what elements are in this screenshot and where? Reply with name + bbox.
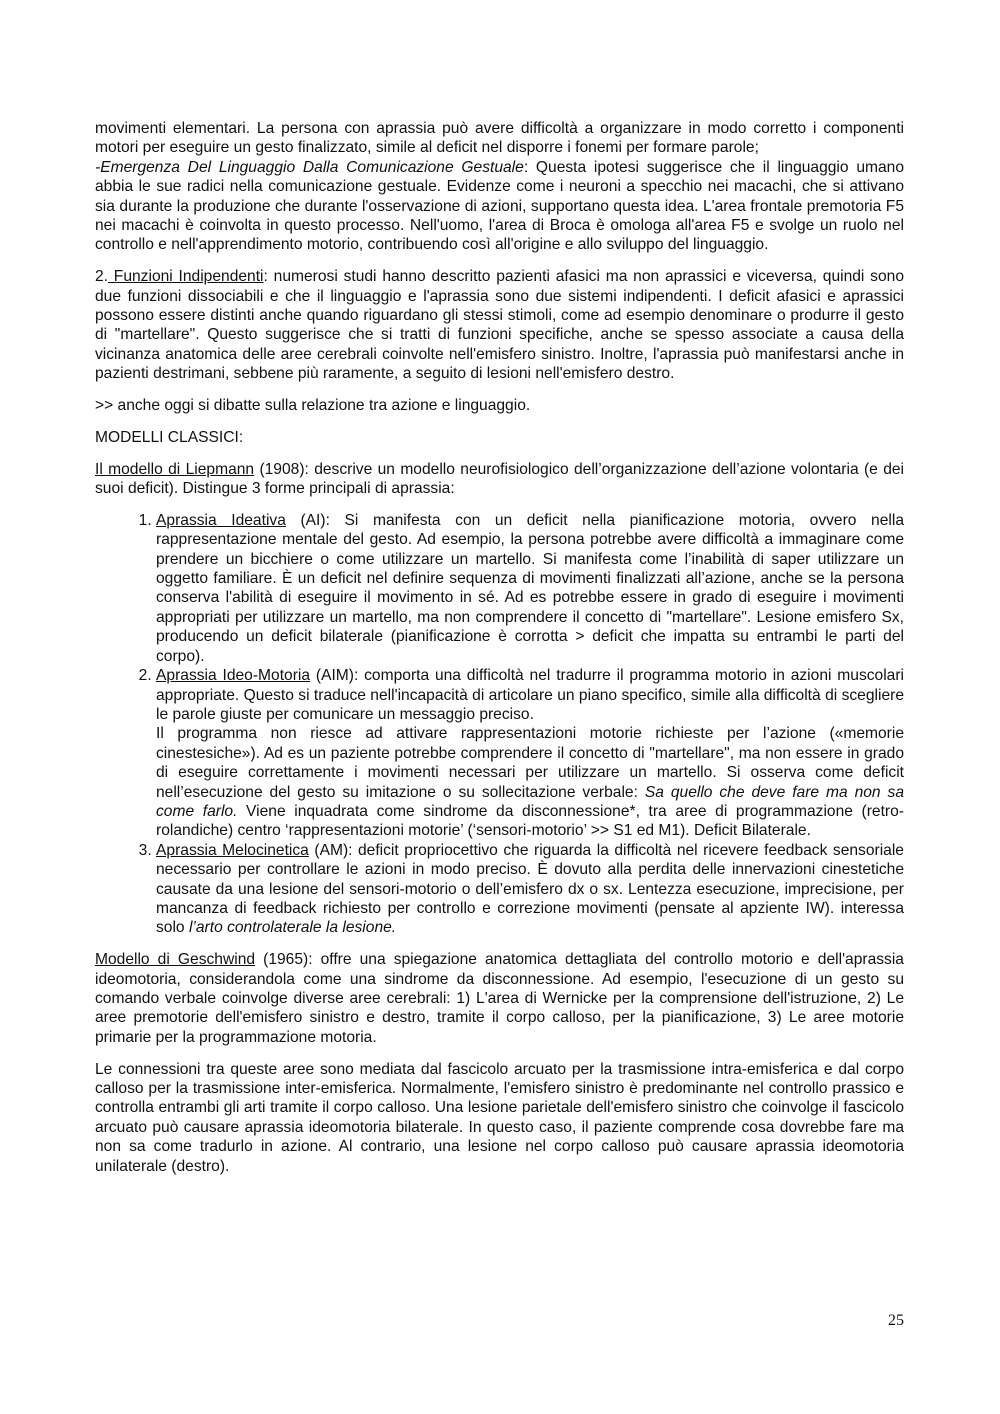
list-item-melocinetica [156, 841, 904, 938]
geschwind-paragraph [95, 950, 904, 1047]
intro-text-a: movimenti elementari. La persona con aprassia può avere difficoltà a organizzare in modo corretto i componenti motori per eseguire un gesto finalizzato, simile al deficit nel disporre i fonemi per formare parole; [95, 120, 904, 157]
connections-paragraph: Le connessioni tra queste aree sono mediata dal fascicolo arcuato per la trasmissione intra-emisferica e dal corpo calloso per la trasmissione inter-emisferica. Normalmente, l'emisfero sinistro è predominante nel controllo prassico e controlla entrambi gli arti tramite il corpo calloso. Una lesione parietale dell'emisfero sinistro che coinvolge il fascicolo arcuato può causare aprassia ideomotoria bilaterale. In questo caso, il paziente comprende cosa dovrebbe fare ma non sa come tradurlo in azione. Al contrario, una lesione nel corpo calloso può causare aprassia ideomotoria unilaterale (destro). [95, 1060, 904, 1175]
hypothesis-title: -Emergenza Del Linguaggio Dalla Comunicazione Gestuale [95, 158, 524, 176]
item-italic: l’arto controlaterale la lesione. [188, 919, 397, 937]
intro-text-b: : Questa ipotesi suggerisce che il linguaggio umano abbia le sue radici nella comunicazione gestuale. Evidenze come i neuroni a specchio nei macachi, che si attivano sia durante la produzione che durante l'osservazione di azioni, supportano questa idea. L'area frontale premotoria F5 nei macachi è coinvolta in questo processo. Nell'uomo, l'area di Broca è omologa all'area F5 e svolge un ruolo nel controllo e nell'apprendimento motorio, contribuendo così all'origine e allo sviluppo del linguaggio. [95, 158, 904, 254]
item-text-3: Viene inquadrata come sindrome da disconnessione*, tra aree di programmazione (retro-rolandiche) centro ‘rappresentazioni motorie’ (‘sensori-motorio’ >> S1 ed M1). Deficit Bilaterale. [156, 802, 904, 840]
item-title: Aprassia Melocinetica [156, 841, 309, 859]
liepmann-paragraph [95, 460, 904, 499]
funzioni-text: : numerosi studi hanno descritto pazienti afasici ma non aprassici e viceversa, quindi sono due funzioni dissociabili e che il linguaggio e l'aprassia sono due sistemi indipendenti. I deficit afasici e aprassici possono essere distinti anche quando riguardano gli stessi stimoli, come ad esempio denominare o produrre il gesto di "martellare". Questo suggerisce che si tratti di funzioni specifiche, anche se spesso associate a causa della vicinanza anatomica delle aree cerebrali coinvolte nell'emisfero sinistro. Inoltre, l'aprassia può manifestarsi anche in pazienti destrimani, sebbene più raramente, a seguito di lesioni nell'emisfero destro. [95, 268, 904, 383]
item-text: (AI): Si manifesta con un deficit nella pianificazione motoria, ovvero nella rappresentazione mentale del gesto. Ad esempio, la persona potrebbe avere difficoltà a immaginare come prendere un bicchiere o come utilizzare un martello. Si manifesta come l’inabilità di saper utilizzare un oggetto familiare. È un deficit nel definire sequenza di movimenti finalizzati all’azione, anche se la persona conserva l'abilità di eseguire il movimento in sé. Ad es potrebbe essere in grado di eseguire i movimenti appropriati per utilizzare un martello, ma non comprendere il concetto di "martellare". Lesione emisfero Sx, producendo un deficit bilaterale (pianificazione è corrotta > deficit che impatta su entrambi le parti del corpo). [156, 511, 904, 665]
list-item-ideativa [156, 511, 904, 666]
liepmann-text: (1908): descrive un modello neurofisiologico dell’organizzazione dell’azione volontaria (e dei suoi deficit). Distingue 3 forme principali di aprassia: [95, 460, 905, 498]
list-item-ideomotoria [156, 666, 904, 841]
models-heading: MODELLI CLASSICI: [95, 428, 244, 446]
intro-paragraph [95, 119, 904, 255]
apraxia-list [95, 511, 904, 938]
funzioni-paragraph [95, 267, 904, 383]
page-number: 25 [888, 1312, 904, 1329]
item-text: (AM): deficit propriocettivo che riguarda la difficoltà nel ricevere feedback sensoriale necessario per controllare le azioni in modo preciso. È dovuto alla perdita delle innervazioni cinestetiche causate da una lesione del sensori-motorio o dell’emisfero dx o sx. Lentezza esecuzione, imprecisione, per mancanza di feedback richiesto per controllo e correzione movimenti (pensate al apziente IW). interessa solo [156, 841, 904, 937]
funzioni-title: Funzioni Indipendenti [108, 268, 264, 286]
item-text: (AIM): comporta una difficoltà nel tradurre il programma motorio in azioni muscolari appropriate. Questo si traduce nell'incapacità di articolare un piano specifico, simile alla difficoltà di scegliere le parole giuste per comunicare un messaggio preciso. [156, 667, 905, 723]
funzioni-number: 2. [95, 268, 109, 286]
geschwind-text: (1965): offre una spiegazione anatomica dettagliata del controllo motorio e dell'aprassia ideomotoria, considerandola come una sindrome da disconnessione. Ad esempio, l'esecuzione di un gesto su comando verbale coinvolge diverse aree cerebrali: 1) L'area di Wernicke per la comprensione dell'istruzione, 2) Le aree premotorie dell'emisfero sinistro e destro, tramite il corpo calloso, per la pianificazione, 3) Le aree motorie primarie per la programmazione motoria. [95, 951, 904, 1046]
document-body [95, 119, 904, 1188]
item-title: Aprassia Ideativa [156, 511, 286, 529]
liepmann-title: Il modello di Liepmann [95, 460, 255, 478]
item-title: Aprassia Ideo-Motoria [156, 667, 311, 685]
debate-line: >> anche oggi si dibatte sulla relazione tra azione e linguaggio. [95, 397, 531, 415]
geschwind-title: Modello di Geschwind [95, 951, 256, 969]
item-text-2: Il programma non riesce ad attivare rappresentazioni motorie richieste per l’azione («memorie cinestesiche»). Ad es un paziente potrebbe comprendere il concetto di "martellare", ma non essere in grado di eseguire correttamente i movimenti necessari per utilizzare un martello. Si osserva come deficit nell’esecuzione del gesto su imitazione o su sollecitazione verbale: [156, 725, 904, 801]
item-italic: Sa quello che deve fare ma non sa come farlo. [156, 783, 905, 820]
